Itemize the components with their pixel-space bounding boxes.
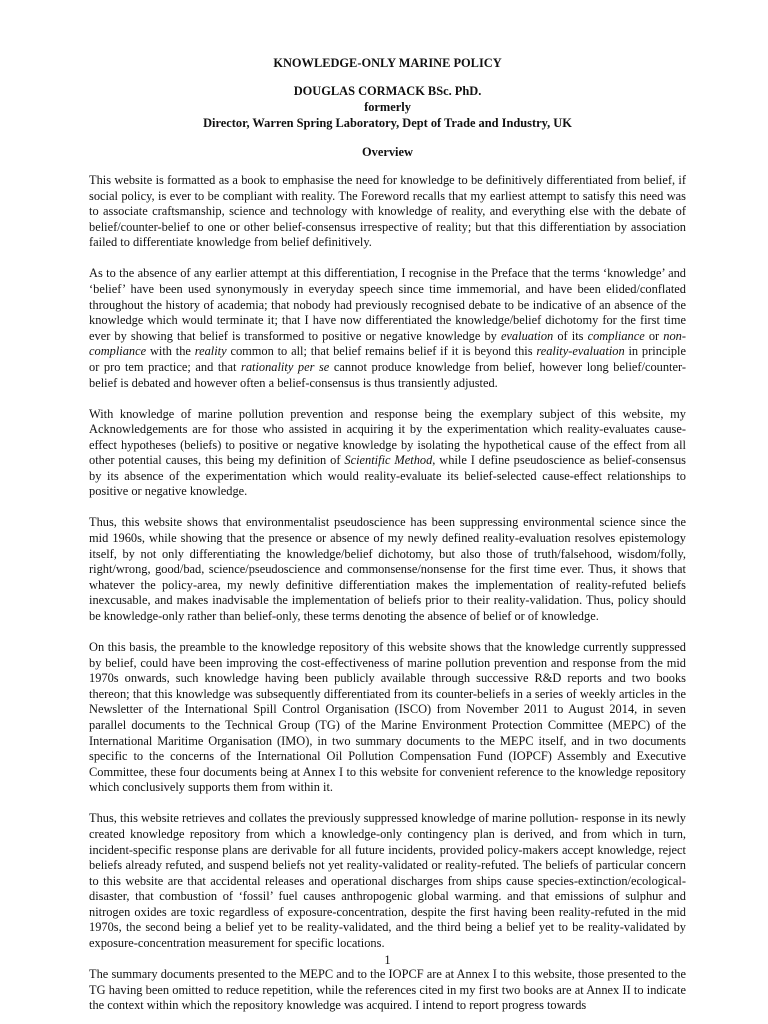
paragraph-2-text-f: in principle or pro tem practice; and that: [89, 344, 686, 374]
page-number: 1: [384, 953, 391, 967]
paragraph-2-text-d: with the: [146, 344, 195, 359]
paragraph-2-text-c: or: [644, 328, 664, 343]
emphasis-evaluation: evaluation: [500, 328, 554, 343]
paragraph-2-text-a: As to the absence of any earlier attempt at this differentiation, I recognise in the Preface that the terms ‘knowledge’ and ‘belief’ have been used synonymously in everyday speech since time immemorial, and have been elided/conflated throughout the history of academia; that nobody had previously recognised debate to be indicative of an absence of the knowledge which would terminate it; that I have now differentiated the knowledge/belief dichotomy for the first time ever by showing that belief is transformed to positive or negative knowledge by: [89, 266, 686, 343]
title-block: [89, 55, 686, 160]
paragraph-3-text-a: With knowledge of marine pollution prevention and response being the exemplary subject of this website, my Acknowledgements are for those who assisted in acquiring it by the experimentation which reality-evaluates cause-effect hypotheses (beliefs) to positive or negative knowledge by isolating the hypothetical cause of the effect from all other potential causes, this being my definition of: [89, 406, 686, 468]
paragraph-2: [89, 266, 686, 391]
emphasis-compliance: compliance: [587, 328, 645, 343]
paragraph-5: On this basis, the preamble to the knowledge repository of this website shows that the knowledge currently suppressed by belief, could have been improving the cost-effectiveness of marine pollution prevention and response from the mid 1970s onwards, such knowledge having been publicly available through successive R&D reports and two books thereon; that this knowledge was subsequently differentiated from its counter-beliefs in a series of weekly articles in the Newsletter of the International Spill Control Organisation (ISCO) from November 2011 to August 2014, in seven parallel documents to the Technical Group (TG) of the Marine Environment Protection Committee (MEPC) of the International Maritime Organisation (IMO), in two summary documents to the MEPC itself, and in two documents specific to the concerns of the International Oil Pollution Compensation Fund (IOPCF) Assembly and Executive Committee, these four documents being at Annex I to this website for convenient reference to the knowledge repository which conclusively supports them from within it.: [89, 640, 686, 795]
emphasis-rationality-per-se: rationality per se: [241, 359, 330, 374]
document-title: KNOWLEDGE-ONLY MARINE POLICY: [273, 56, 502, 70]
document-page: [89, 0, 686, 1024]
paragraph-7: The summary documents presented to the MEPC and to the IOPCF are at Annex I to this website, those presented to the TG having been omitted to reduce repetition, while the references cited in my first two books are at Annex II to indicate the context within which the repository knowledge was acquired. I intend to report progress towards: [89, 967, 686, 1013]
emphasis-scientific-method: Scientific Method: [344, 453, 433, 468]
emphasis-reality: reality: [194, 344, 227, 359]
paragraph-1: This website is formatted as a book to emphasise the need for knowledge to be definitively differentiated from belief, if social policy, is ever to be compliant with reality. The Foreword recalls that my earliest attempt to satisfy this need was to associate craftsmanship, science and technology with knowledge of reality, and everything else with the debate of belief/counter-belief to one or other belief-consensus irrespective of reality; but that this differentiation by association failed to differentiate knowledge from belief definitively.: [89, 173, 686, 250]
document-body: [89, 173, 686, 1014]
section-heading: Overview: [362, 145, 413, 159]
emphasis-non-compliance: non-compliance: [89, 328, 686, 359]
paragraph-3-text-b: , while I define pseudoscience as belief-consensus by its absence of the experimentation which would reality-evaluate its belief-selected cause-effect relationships to positive or negative knowledge.: [89, 453, 686, 499]
paragraph-4: Thus, this website shows that environmentalist pseudoscience has been suppressing environmental science since the mid 1960s, while showing that the presence or absence of my newly defined reality-evaluation resolves epistemology itself, by not only differentiating the knowledge/belief dichotomy, but also those of truth/falsehood, wisdom/folly, right/wrong, good/bad, science/pseudoscience and commonsense/nonsense for the first time ever. Thus, it shows that whatever the policy-area, my newly definitive differentiation makes the implementation of reality-refuted beliefs inexcusable, and makes inadvisable the implementation of beliefs prior to their reality-validation. Thus, policy should be knowledge-only rather than belief-only, these terms denoting the absence of belief or of knowledge.: [89, 515, 686, 624]
formerly-label: formerly: [364, 100, 411, 114]
paragraph-2-text-b: of its: [553, 328, 588, 343]
paragraph-2-text-g: cannot produce knowledge from belief, however long belief/counter-belief is debated and however often a belief-consensus is thus transiently adjusted.: [89, 359, 686, 390]
author-position: Director, Warren Spring Laboratory, Dept of Trade and Industry, UK: [203, 116, 572, 130]
paragraph-2-text-e: common to all; that belief remains belief if it is beyond this: [226, 344, 537, 359]
paragraph-3: [89, 407, 686, 501]
paragraph-6: Thus, this website retrieves and collates the previously suppressed knowledge of marine pollution- response in its newly created knowledge repository from which a knowledge-only contingency plan is derived, and from which in turn, incident-specific response plans are derivable for all future incidents, provided policy-makers accept knowledge, reject beliefs already refuted, and suspend beliefs not yet reality-validated or reality-refuted. The beliefs of particular concern to this website are that accidental releases and operational discharges from ships cause species-extinction/ecological-disaster, that combustion of ‘fossil’ fuel causes anthropogenic global warming. and that emissions of sulphur and nitrogen oxides are toxic regardless of exposure-concentration, despite the first having been reality-refuted in the mid 1970s, the second being a belief yet to be reality-validated, and the third being a belief yet to be reality-validated by exposure-concentration measurement for specific locations.: [89, 811, 686, 951]
author-name: DOUGLAS CORMACK BSc. PhD.: [293, 84, 482, 98]
emphasis-reality-evaluation: reality-evaluation: [536, 344, 625, 359]
